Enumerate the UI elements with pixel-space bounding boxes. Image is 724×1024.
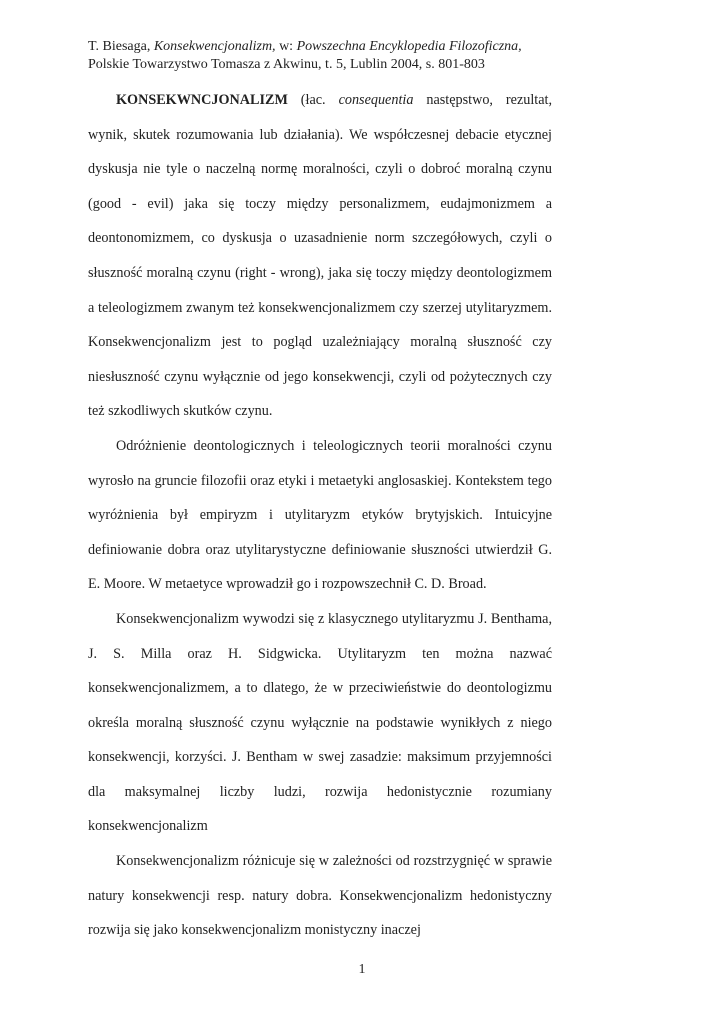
entry-body [88, 83, 552, 948]
paragraph-4: Konsekwencjonalizm różnicuje się w zależności od rozstrzygnięć w sprawie natury konsekwencji resp. natury dobra. Konsekwencjonalizm hedonistyczny rozwija się jako konsekwencjonalizm monistyczny inaczej [88, 853, 552, 939]
paragraph-1 [88, 83, 552, 429]
citation-in: w: [279, 39, 294, 54]
entry-heading: KONSEKWNCJONALIZM [116, 92, 288, 108]
paragraph-2: Odróżnienie deontologicznych i teleologicznych teorii moralności czynu wyrosło na gruncie filozofii oraz etyki i metaetyki anglosaskiej. Kontekstem tego wyróżnienia był empiryzm i utylitaryzm etyków brytyjskich. Intuicyjne definiowanie dobra oraz utylitarystyczne definiowanie słuszności utwierdził G. E. Moore. W metaetyce wprowadził go i rozpowszechnił C. D. Broad. [88, 437, 552, 593]
citation-title: Konsekwencjonalizm, [153, 39, 276, 54]
paragraph-3: Konsekwencjonalizm wywodzi się z klasycznego utylitaryzmu J. Benthama, J. S. Milla oraz H. Sidgwicka. Utylitaryzm ten można nazwać konsekwencjonalizmem, a to dlatego, że w przeciwieństwie do deontologizmu określa moralną słuszność czynu wyłącznie na podstawie wynikłych z niego konsekwencji, korzyści. J. Bentham w swej zasadzie: maksimum przyjemności dla maksymalnej liczby ludzi, rozwija hedonistycznie rozumiany konsekwencjonalizm [88, 610, 552, 835]
citation-source: Powszechna Encyklopedia Filozoficzna, [296, 39, 522, 54]
paragraph-1-text: następstwo, rezultat, wynik, skutek rozumowania lub działania). We współczesnej debacie etycznej dyskusja nie tyle o naczelną normę moralności, czyli o dobroć moralną czynu (good - evil) jaka się toczy między personalizmem, eudajmonizmem a deontonomizmem, co dyskusja o uzasadnienie norm szczegółowych, czyli o słuszność moralną czynu (right - wrong), jaka się toczy między deontologizmem a teleologizmem zwanym też konsekwencjonalizmem czy szerzej utylitaryzmem. Konsekwencjonalizm jest to pogląd uzależniający moralną słuszność czy niesłuszność czynu wyłącznie od jego konsekwencji, czyli od pożytecznych czy też szkodliwych skutków czynu. [88, 92, 552, 420]
citation-author: T. Biesaga, [88, 39, 151, 54]
page-number: 1 [358, 962, 366, 977]
latin-term: consequentia [338, 92, 414, 108]
citation-publisher: Polskie Towarzystwo Tomasza z Akwinu, t. 5, Lublin 2004, s. 801-803 [88, 57, 485, 72]
citation-header [88, 38, 558, 74]
paragraph-1-lead: (łac. [300, 92, 326, 108]
